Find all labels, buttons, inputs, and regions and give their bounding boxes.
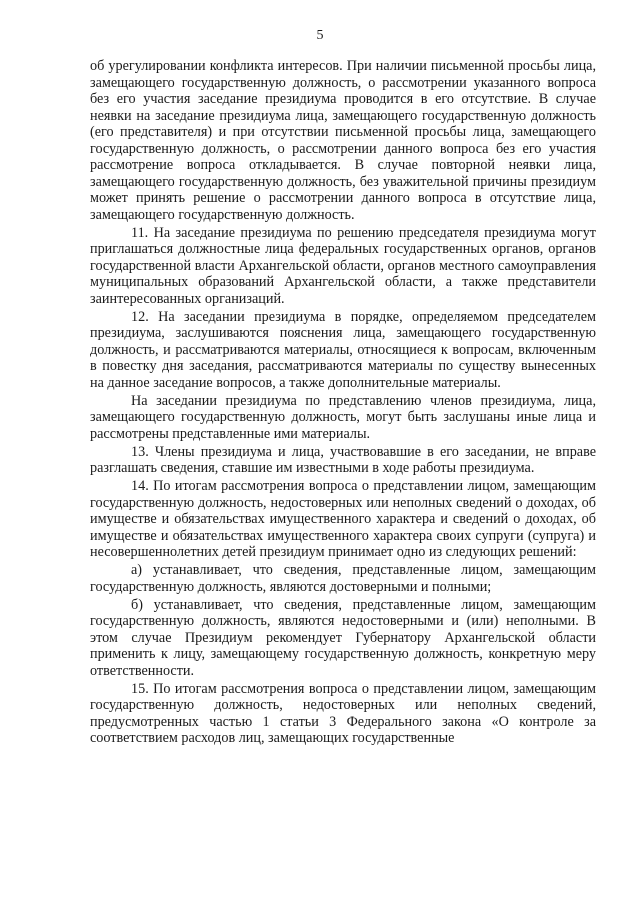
paragraph-12-continued: На заседании президиума по представлению членов президиума, лица, замещающего государственную должность, могут быть заслушаны иные лица и рассмотрены представленные ими материалы. (90, 392, 596, 442)
document-body (90, 58, 596, 748)
paragraph-14-a: а) устанавливает, что сведения, представленные лицом, замещающим государственную должность, являются достоверными и полными; (90, 562, 596, 595)
paragraph-11: 11. На заседание президиума по решению председателя президиума могут приглашаться должностные лица федеральных государственных органов, органов государственной власти Архангельской области, органов местного самоуправления муниципальных образований Архангельской области, а также представители заинтересованных организаций. (90, 224, 596, 307)
paragraph-continuation: об урегулировании конфликта интересов. При наличии письменной просьбы лица, замещающего государственную должность, о рассмотрении указанного вопроса без его участия заседание президиума проводится в его отсутствие. В случае неявки на заседание президиума лица, замещающего государственную должность (его представителя) и при отсутствии письменной просьбы лица, замещающего государственную должность, о рассмотрении данного вопроса без его участия рассмотрение вопроса откладывается. В случае повторной неявки лица, замещающего государственную должность, без уважительной причины президиум может принять решение о рассмотрении данного вопроса в отсутствие лица, замещающего государственную должность. (90, 58, 596, 223)
paragraph-14: 14. По итогам рассмотрения вопроса о представлении лицом, замещающим государственную должность, недостоверных или неполных сведений о доходах, об имуществе и обязательствах имущественного характера и сведений о доходах, об имуществе и обязательствах имущественного характера своих супруги (супруга) и несовершеннолетних детей президиум принимает одно из следующих решений: (90, 478, 596, 560)
paragraph-12: 12. На заседании президиума в порядке, определяемом председателем президиума, заслушиваются пояснения лица, замещающего государственную должность, и рассматриваются материалы, относящиеся к вопросам, включенным в повестку дня заседания, рассматриваются материалы по существу вынесенных на данное заседание вопросов, а также дополнительные материалы. (90, 308, 596, 391)
paragraph-13: 13. Члены президиума и лица, участвовавшие в его заседании, не вправе разглашать сведения, ставшие им известными в ходе работы президиума. (90, 443, 596, 476)
paragraph-14-b: б) устанавливает, что сведения, представленные лицом, замещающим государственную должность, являются недостоверными и (или) неполными. В этом случае Президиум рекомендует Губернатору Архангельской области применить к лицу, замещающему государственную должность, конкретную меру ответственности. (90, 596, 596, 679)
paragraph-15: 15. По итогам рассмотрения вопроса о представлении лицом, замещающим государственную должность, недостоверных или неполных сведений, предусмотренных частью 1 статьи 3 Федерального закона «О контроле за соответствием расходов лиц, замещающих государственные (90, 680, 596, 746)
page-number: 5 (316, 28, 324, 43)
